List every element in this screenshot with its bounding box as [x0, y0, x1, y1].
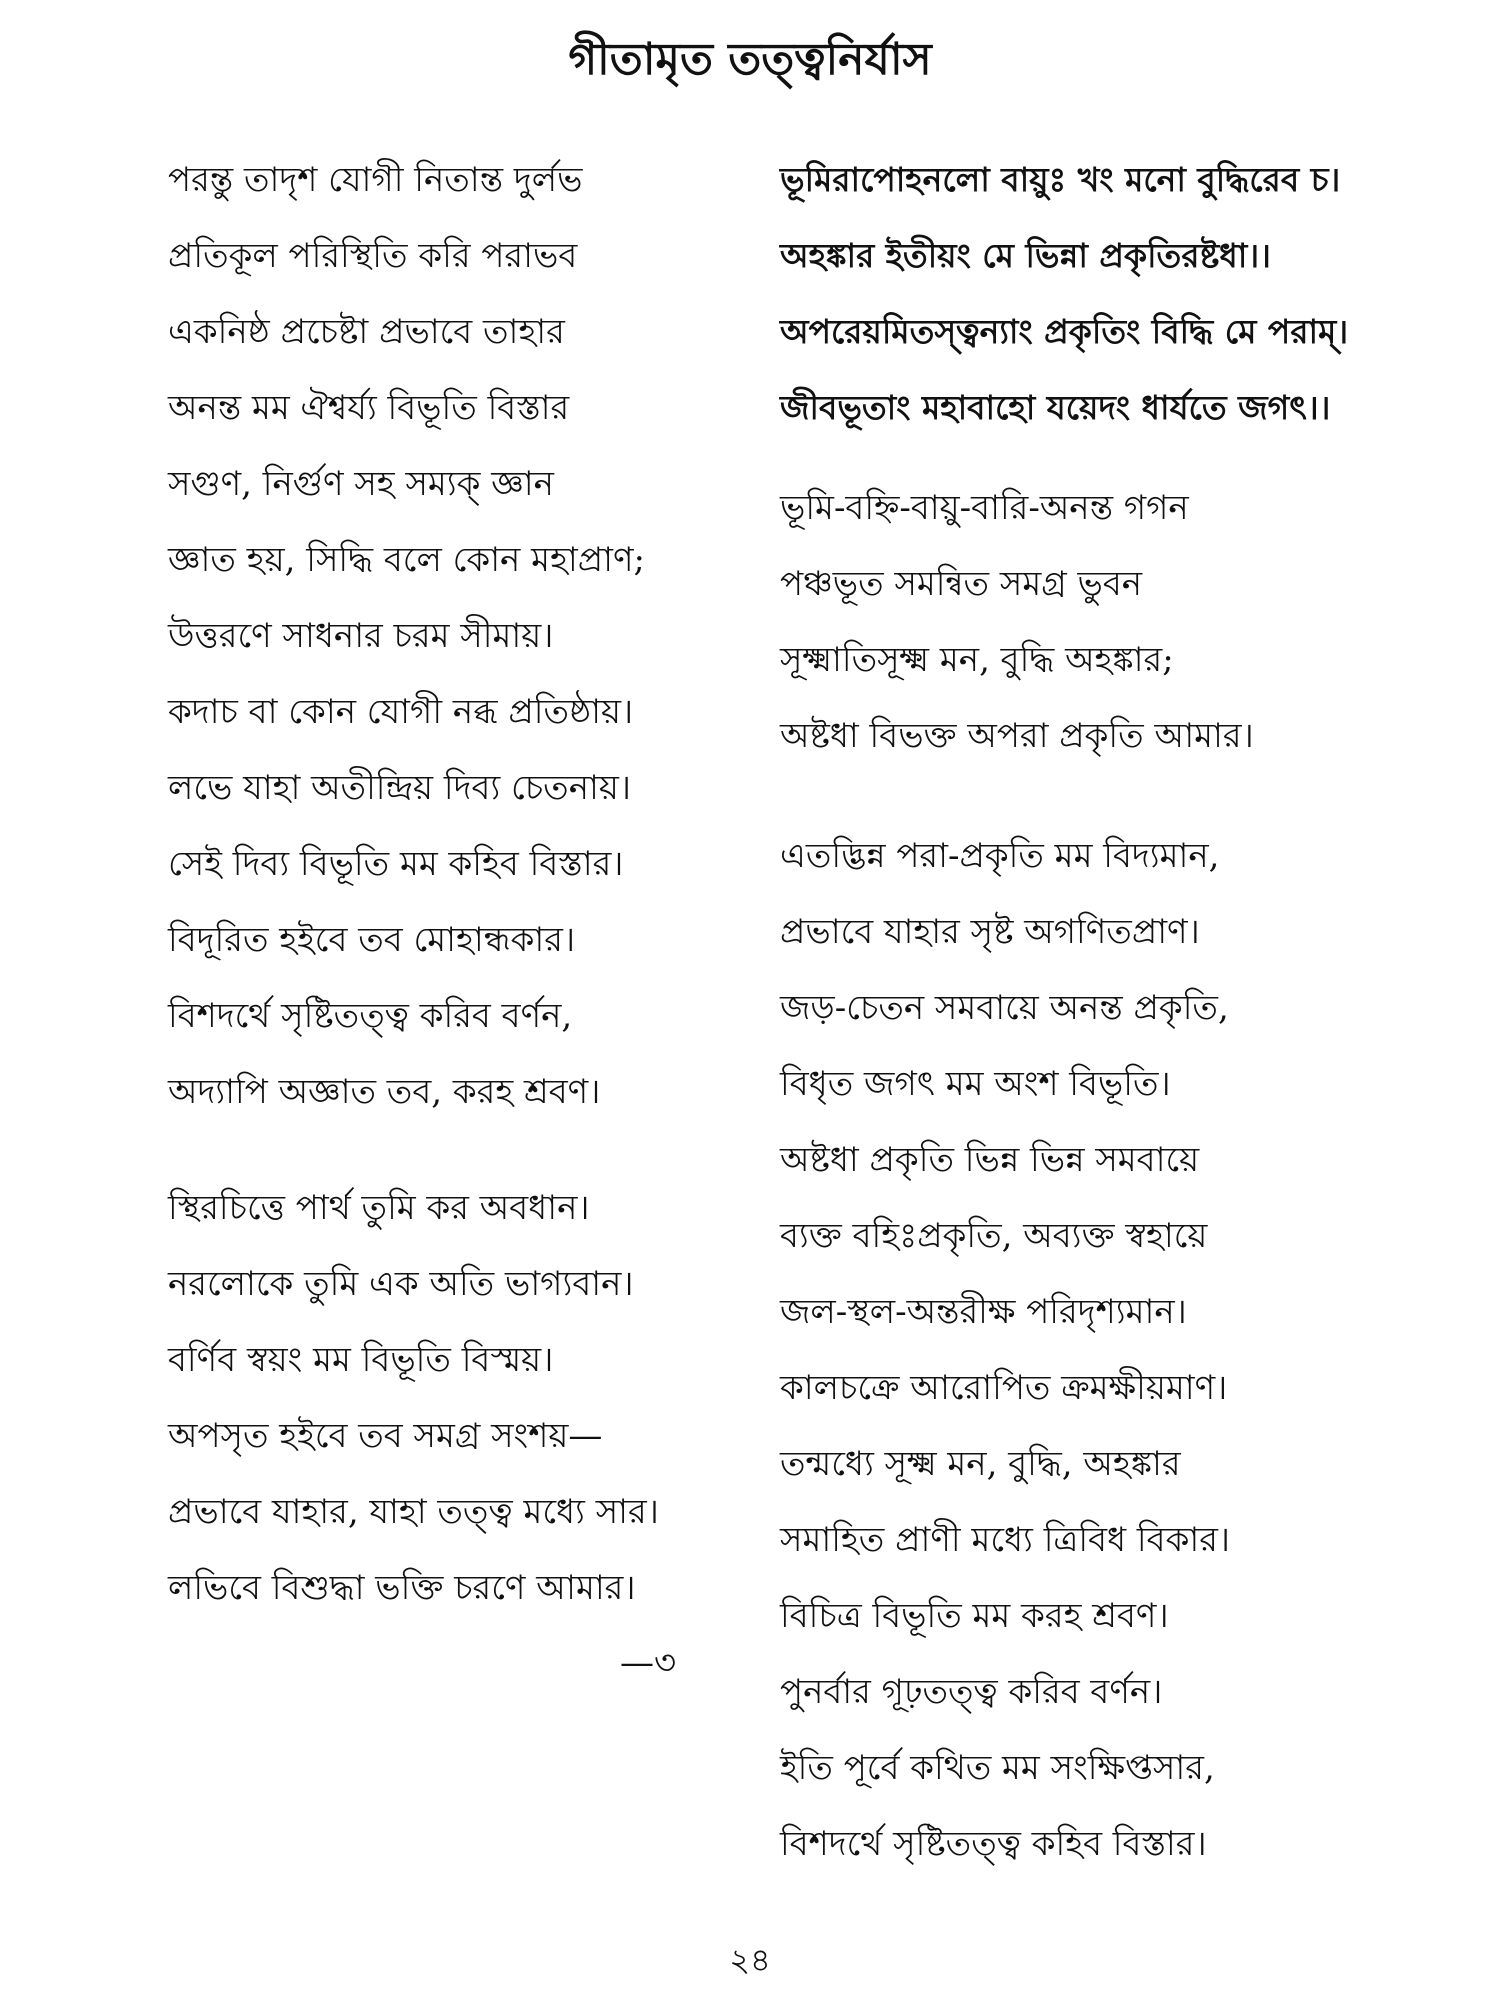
- poem-line: বিচিত্র বিভূতি মম করহ শ্রবণ।: [780, 1596, 1169, 1636]
- poem-line: একনিষ্ঠ প্রচেষ্টা প্রভাবে তাহার: [168, 312, 565, 352]
- poem-line: সগুণ, নির্গুণ সহ সম্যক্ জ্ঞান: [168, 464, 554, 504]
- poem-line: পরন্তু তাদৃশ যোগী নিতান্ত দুর্লভ: [168, 160, 583, 200]
- poem-line: ভূমি-বহ্নি-বায়ু-বারি-অনন্ত গগন: [780, 488, 1189, 528]
- poem-line: প্রভাবে যাহার, যাহা তত্ত্ব মধ্যে সার।: [168, 1492, 659, 1532]
- poem-line: লভে যাহা অতীন্দ্রিয় দিব্য চেতনায়।: [168, 768, 632, 808]
- poem-line: কদাচ বা কোন যোগী নব্ধ প্রতিষ্ঠায়।: [168, 692, 634, 732]
- poem-line: জড়-চেতন সমবায়ে অনন্ত প্রকৃতি,: [780, 988, 1229, 1028]
- poem-line: বর্ণিব স্বয়ং মম বিভূতি বিস্ময়।: [168, 1340, 554, 1380]
- poem-line: ভূমিরাপোহনলো বায়ুঃ খং মনো বুদ্ধিরেব চ।: [780, 160, 1341, 199]
- poem-line: স্থিরচিত্তে পার্থ তুমি কর অবধান।: [168, 1188, 590, 1228]
- poem-line: ব্যক্ত বহিঃপ্রকৃতি, অব্যক্ত স্বহায়ে: [780, 1216, 1208, 1256]
- poem-line: তন্মধ্যে সূক্ষ্ম মন, বুদ্ধি, অহঙ্কার: [780, 1444, 1181, 1484]
- poem-line: সমাহিত প্রাণী মধ্যে ত্রিবিধ বিকার।: [780, 1520, 1231, 1560]
- stanza-signature: —৩: [620, 1643, 677, 1683]
- left-stanza-1: [168, 142, 645, 1130]
- poem-line: প্রতিকূল পরিস্থিতি করি পরাভব: [168, 236, 578, 276]
- poem-line: বিধৃত জগৎ মম অংশ বিভূতি।: [780, 1064, 1171, 1104]
- poem-line: জ্ঞাত হয়, সিদ্ধি বলে কোন মহাপ্রাণ;: [168, 540, 646, 580]
- poem-line: নরলোকে তুমি এক অতি ভাগ্যবান।: [168, 1264, 634, 1304]
- poem-line: বিদূরিত হইবে তব মোহান্ধকার।: [168, 920, 576, 960]
- sanskrit-verse: [780, 142, 1348, 446]
- poem-line: লভিবে বিশুদ্ধা ভক্তি চরণে আমার।: [168, 1568, 636, 1608]
- left-stanza-2: [168, 1170, 659, 1626]
- page-number: ২৪: [729, 1941, 771, 1979]
- poem-line: সেই দিব্য বিভূতি মম কহিব বিস্তার।: [168, 844, 624, 884]
- poem-line: প্রভাবে যাহার সৃষ্ট অগণিতপ্রাণ।: [780, 912, 1200, 952]
- poem-line: অদ্যাপি অজ্ঞাত তব, করহ শ্রবণ।: [168, 1072, 601, 1112]
- poem-line: বিশদর্থে সৃষ্টিতত্ত্ব করিব বর্ণন,: [168, 996, 573, 1036]
- poem-line: অনন্ত মম ঐশ্বর্য্য বিভূতি বিস্তার: [168, 388, 570, 428]
- poem-line: সূক্ষ্মাতিসূক্ষ্ম মন, বুদ্ধি অহঙ্কার;: [780, 640, 1174, 680]
- right-stanza-2: [780, 818, 1230, 1882]
- poem-line: বিশদর্থে সৃষ্টিতত্ত্ব কহিব বিস্তার।: [780, 1824, 1207, 1864]
- poem-line: জল-স্থল-অন্তরীক্ষ পরিদৃশ্যমান।: [780, 1292, 1187, 1332]
- poem-line: পুনর্বার গূঢ়তত্ত্ব করিব বর্ণন।: [780, 1672, 1163, 1712]
- poem-line: এতদ্ভিন্ন পরা-প্রকৃতি মম বিদ্যমান,: [780, 836, 1220, 876]
- poem-line: উত্তরণে সাধনার চরম সীমায়।: [168, 616, 554, 656]
- poem-line: ইতি পূর্বে কথিত মম সংক্ষিপ্তসার,: [780, 1748, 1215, 1788]
- poem-line: অষ্টধা প্রকৃতি ভিন্ন ভিন্ন সমবায়ে: [780, 1140, 1200, 1180]
- poem-line: অষ্টধা বিভক্ত অপরা প্রকৃতি আমার।: [780, 716, 1254, 756]
- poem-line: অপসৃত হইবে তব সমগ্র সংশয়—: [168, 1416, 603, 1456]
- poem-line: পঞ্চভূত সমন্বিত সমগ্র ভুবন: [780, 564, 1143, 604]
- page-title: গীতামৃত তত্ত্বনির্যাস: [568, 34, 932, 85]
- right-stanza-1: [780, 470, 1254, 774]
- poem-line: অপরেয়মিতস্ত্বন্যাং প্রকৃতিং বিদ্ধি মে পরাম্।: [780, 312, 1349, 351]
- poem-line: কালচক্রে আরোপিত ক্রমক্ষীয়মাণ।: [780, 1368, 1228, 1408]
- poem-line: জীবভূতাং মহাবাহো যয়েদং ধার্যতে জগৎ।।: [780, 388, 1331, 427]
- poem-line: অহঙ্কার ইতীয়ং মে ভিন্না প্রকৃতিরষ্টধা।।: [780, 236, 1271, 275]
